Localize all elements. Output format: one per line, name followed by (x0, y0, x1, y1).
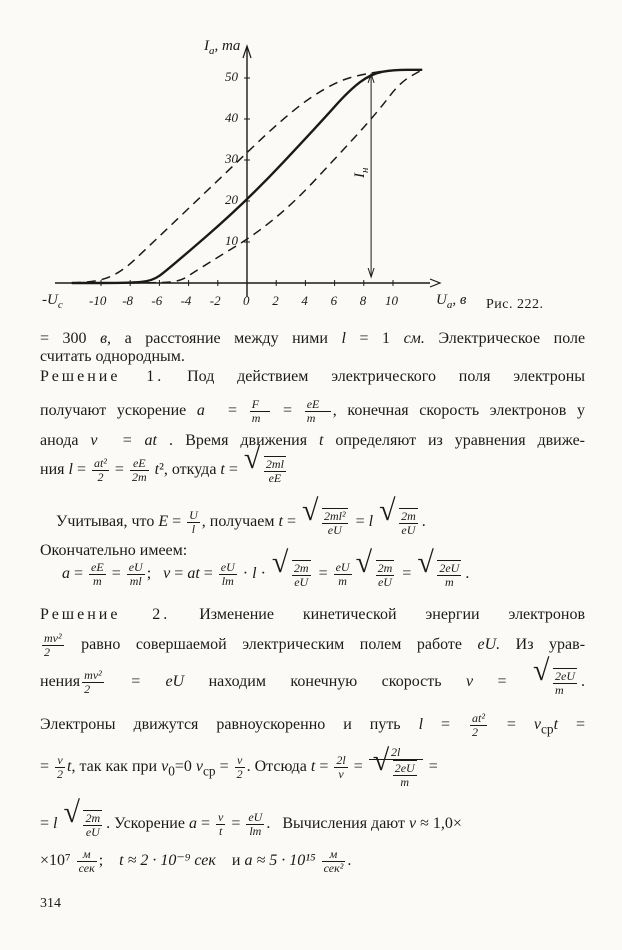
y-tick-label: 50 (225, 69, 238, 84)
x-tick-label: -4 (180, 293, 192, 308)
y-tick-label: 40 (225, 110, 238, 125)
figure-caption: Рис. 222. (486, 297, 544, 312)
x-axis-label: $U_a$, в (436, 292, 467, 311)
text-line-13: Электроны движутся равноускоренно и путь l = $\frac{\text{at²}}{2}$ = $v_{ср}t$ = (40, 711, 586, 739)
x-tick-label: 10 (385, 293, 398, 308)
text-line-8: Окончательно имеем: (40, 542, 188, 559)
text-line-7: Учитывая, что E = $\frac{U}{l}$ , получаем t = √ $\frac{\text{2ml²}}{eU}$ = l √ $\frac{2m}{eU}$ . (40, 508, 585, 537)
x-tick-label: 8 (359, 293, 367, 308)
x-tick-label: 6 (330, 293, 338, 308)
text-line-1: = 300 в, а расстояние между ними l = 1 см. Электрическое поле (40, 330, 586, 347)
saturation-label: $I_н$ (352, 167, 371, 178)
x-tick-label: 0 (243, 293, 250, 308)
text-line-16: ×10⁷ $\frac{м}{\text{сек}}$ ; t ≈ 2 · 10⁻⁹ сек и a ≈ 5 · 10¹⁵ $\frac{м}{\text{сек²}}$ . (40, 847, 352, 875)
x-tick-label: 4 (301, 293, 308, 308)
text-line-5: анода v⃗ = at⃗. Время движения t определяют из уравнения движе- (40, 432, 585, 449)
y-tick-label: 10 (225, 233, 238, 248)
text-line-12: нения $\frac{\text{mv²}}{2}$ = eU находим конечную скорость v = √ $\frac{2eU}{m}$ . (40, 668, 585, 697)
text-line-6: ния l = $\frac{\text{at²}}{2}$ = $\frac{eE}{2m}$ t², откуда t = √ $\frac{2ml}{eE}$ (40, 456, 585, 485)
solution-1-heading-line: Решение 1. Под действием электрического поля электроны (40, 368, 586, 385)
x-tick-label: -2 (209, 293, 221, 308)
y-tick-label: 30 (225, 151, 238, 166)
x-tick-label: 2 (272, 293, 279, 308)
figure-222 (0, 0, 622, 330)
neg-axis-label: $-U_c$ (42, 292, 63, 311)
y-tick-label: 20 (225, 192, 238, 207)
solution-2-heading-line: Решение 2. Изменение кинетической энергии электронов (40, 606, 586, 623)
page-number: 314 (40, 896, 61, 911)
y-axis-label: $I_a$, ma (204, 38, 241, 57)
text-line-14: = $\frac{v}{2}$ t, так как при $v_0=0$ $v_{ср}$ = $\frac{v}{2}$ . Отсюда t = $\frac{2l}{v}$ = 2l √ $\frac{2eU}{m}$ = (40, 746, 585, 789)
chart-svg (0, 0, 622, 330)
text-line-15: = l √ $\frac{2m}{eU}$ . Ускорение a = $\frac{v}{t}$ = $\frac{eU}{lm}$ . Вычисления дают v ≈ 1,0× (40, 810, 585, 839)
text-line-2: считать однородным. (40, 348, 185, 365)
x-tick-label: -8 (122, 293, 134, 308)
text-line-11: $\frac{\text{mv²}}{2}$ равно совершаемой электрическим полем работе eU. Из урав- (44, 631, 586, 659)
formula-line-9: a = $\frac{eE}{m}$ = $\frac{eU}{ml}$ ; v = at = $\frac{eU}{lm}$ · l · √ $\frac{2m}{eU}$ = $\frac{eU}{m}$ √ $\frac{2m}{eU}$ = √ $\frac{2eU}{m}$ . (62, 560, 607, 589)
text-line-4: получают ускорение a⃗ = $\frac{F⃗}{m}$ = $\frac{eE⃗}{m}$ , конечная скорость электронов у (40, 397, 585, 425)
x-tick-label: -10 (89, 293, 107, 308)
x-tick-label: -6 (151, 293, 163, 308)
x-axis-arrow (430, 279, 440, 287)
